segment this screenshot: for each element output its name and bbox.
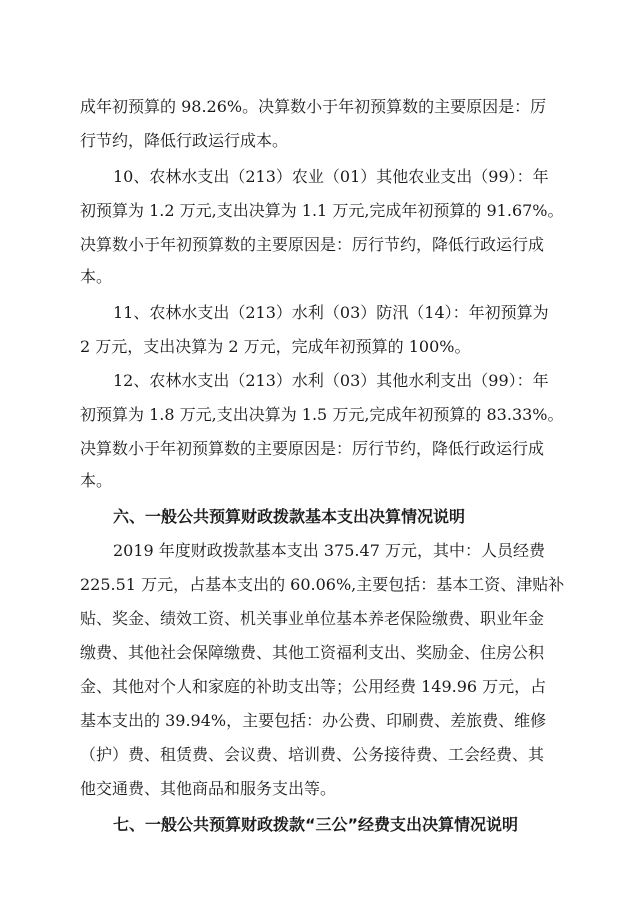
paragraph-11-line: 2 万元，支出决算为 2 万元，完成年初预算的 100%。 xyxy=(80,337,471,356)
section-6-text-line: 金、其他对个人和家庭的补助支出等；公用经费 149.96 万元，占 xyxy=(80,677,547,696)
paragraph-10-line: 初预算为 1.2 万元,支出决算为 1.1 万元,完成年初预算的 91.67%。 xyxy=(80,201,564,220)
section-6-text-line: 2019 年度财政拨款基本支出 375.47 万元，其中：人员经费 xyxy=(113,541,545,560)
section-6-text-line: 225.51 万元，占基本支出的 60.06%,主要包括：基本工资、津贴补 xyxy=(80,575,565,594)
body-text-line: 成年初预算的 98.26%。决算数小于年初预算数的主要原因是：厉 xyxy=(80,97,547,116)
paragraph-10-line: 10、农林水支出（213）农业（01）其他农业支出（99）：年 xyxy=(113,167,549,186)
section-6-text-line: 贴、奖金、绩效工资、机关事业单位基本养老保险缴费、职业年金 xyxy=(80,609,545,628)
paragraph-12-line: 决算数小于年初预算数的主要原因是：厉行节约，降低行政运行成 xyxy=(80,439,545,458)
body-text-line: 行节约，降低行政运行成本。 xyxy=(80,131,289,150)
paragraph-11-line: 11、农林水支出（213）水利（03）防汛（14）：年初预算为 xyxy=(113,303,549,322)
section-6-text-line: 缴费、其他社会保障缴费、其他工资福利支出、奖励金、住房公积 xyxy=(80,643,545,662)
paragraph-12-line: 12、农林水支出（213）水利（03）其他水利支出（99）：年 xyxy=(113,371,549,390)
paragraph-10-line: 本。 xyxy=(80,267,113,286)
section-6-text-line: 基本支出的 39.94%，主要包括：办公费、印刷费、差旅费、维修 xyxy=(80,711,547,730)
section-6-text-line: 他交通费、其他商品和服务支出等。 xyxy=(80,779,337,798)
section-heading-7: 七、一般公共预算财政拨款“三公”经费支出决算情况说明 xyxy=(113,815,519,834)
section-6-text-line: （护）费、租赁费、会议费、培训费、公务接待费、工会经费、其 xyxy=(80,745,545,764)
paragraph-10-line: 决算数小于年初预算数的主要原因是：厉行节约，降低行政运行成 xyxy=(80,235,545,254)
section-heading-6: 六、一般公共预算财政拨款基本支出决算情况说明 xyxy=(113,507,466,526)
paragraph-12-line: 本。 xyxy=(80,471,113,490)
paragraph-12-line: 初预算为 1.8 万元,支出决算为 1.5 万元,完成年初预算的 83.33%。 xyxy=(80,405,564,424)
